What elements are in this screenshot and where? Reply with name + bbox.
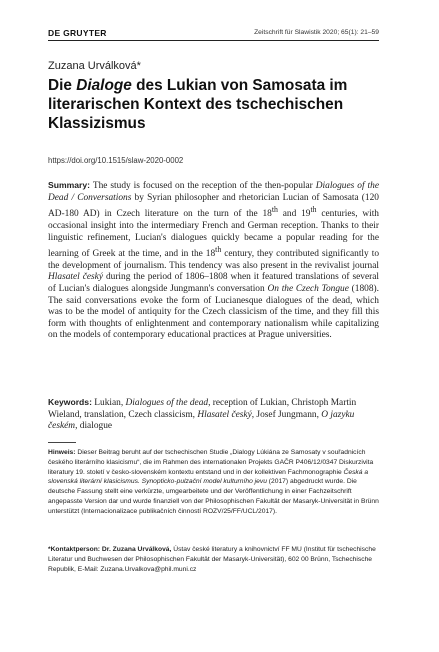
abstract-text: and 19	[277, 209, 311, 220]
contact-label: *Kontaktperson: Dr. Zuzana Urválková,	[48, 546, 172, 553]
author-name: Zuzana Urválková*	[48, 60, 141, 72]
article-title	[48, 76, 383, 133]
superscript: th	[310, 205, 317, 215]
abstract-italic: Dialogues of the Dead / Conversations	[48, 181, 379, 203]
abstract-text: by Syrian philosopher and rhetorician Lucian of Samosata (120 AD-180 AD) in Czech literature on the turn of the 18	[48, 192, 379, 220]
keywords-label: Keywords:	[48, 397, 92, 407]
journal-citation: Zeitschrift für Slawistik 2020; 65(1): 21–59	[254, 29, 379, 36]
doi-link[interactable]: https://doi.org/10.1515/slaw-2020-0002	[48, 156, 184, 165]
keywords-text: Lukian,	[91, 398, 126, 408]
abstract-label: Summary:	[48, 180, 91, 190]
abstract-text: centuries, with occasional insight into the intermediary French and German reception. Thanks to their linguistic refinement, Lucian's dialogues quickly became a popular reading for the learning of Greek at the time, and in the 18	[48, 209, 379, 260]
keywords	[48, 397, 379, 433]
keywords-italic: Dialogues of the dead	[125, 398, 209, 408]
keywords-text: , dialogue	[75, 421, 113, 432]
keywords-italic: O jazyku českém	[48, 409, 355, 432]
abstract-text: century, they contributed significantly to the development of journalism. This tendency was also present in the revivalist journal	[48, 249, 380, 271]
title-italic: Dialoge	[76, 77, 132, 94]
title-part: Die	[48, 77, 77, 94]
abstract-italic: On the Czech Tongue	[267, 284, 349, 294]
abstract-text: The study is focused on the reception of the then-popular	[90, 181, 316, 191]
superscript: th	[271, 205, 278, 215]
footnote-rule	[48, 442, 76, 443]
keywords-text: , reception of Lukian, Christoph Martin Wieland, translation, Czech classicism,	[48, 398, 357, 420]
footnote-label: Hinweis:	[48, 449, 76, 456]
publisher-logo: DE GRUYTER	[48, 28, 107, 38]
footnote-contact	[48, 545, 379, 574]
footnote-italic: Česká a slovenská literární klasicismus. Synopticko-pulzační model kulturního jevu	[48, 468, 369, 486]
footnote-hinweis	[48, 448, 379, 517]
keywords-italic: Hlasatel český	[197, 409, 252, 420]
footnote-text: (2017) abgedruckt wurde. Die deutsche Fassung stellt eine verkürzte, umgearbeitete und der Veröffentlichung in einer Fachzeitschrift angepasste Version dar und wurde finanziell von der Philosophischen Fakultät der Masaryk-Universität in Brünn unterstützt (Internacionalizace publikačních činností ROZV/25/FF/UCL/2017).	[48, 478, 379, 515]
abstract-text: during the period of 1806–1808 when it featured translations of several of Lucian's dialogues alongside Jungmann's conversation	[48, 272, 379, 294]
title-part: des Lukian von Samosata im literarischen Kontext des tschechischen Klassizismus	[48, 77, 348, 132]
running-header	[48, 28, 379, 40]
superscript: th	[215, 245, 222, 255]
abstract	[48, 180, 379, 342]
header-rule	[48, 40, 379, 41]
keywords-text: , Josef Jungmann,	[251, 409, 322, 420]
contact-text: Ústav české literatury a knihovnictví FF MU (Institut für tschechische Literatur und Buchwesen der Philosophischen Fakultät der Masaryk-Universität), 602 00 Brünn, Tschechische Republik, E-Mail: Zuzana.Urvalkova@phil.muni.cz	[48, 546, 376, 573]
abstract-italic: Hlasatel český	[48, 272, 103, 283]
abstract-text: (1808). The said conversations evoke the form of Lucianesque dialogues of the dead, which was to be the model of antiquity for the Czech classicism of the time, and they fill this form with thoughts of enlightenment and contemporary nationalism while capitalizing on the models of contemporary educational practices at Prague universities.	[48, 284, 380, 341]
footnote-text: Dieser Beitrag beruht auf der tschechischen Studie „Dialogy Lúkiána ze Samosaty v souřadnicích českého literárního klasicismu“, die im Rahmen des internationalen Projekts GAČR P406/12/0347 Diskurzivita literatury 19. století v česko-slovenském kontextu entstand und in der kollektiven Fachmonographie	[48, 449, 374, 476]
